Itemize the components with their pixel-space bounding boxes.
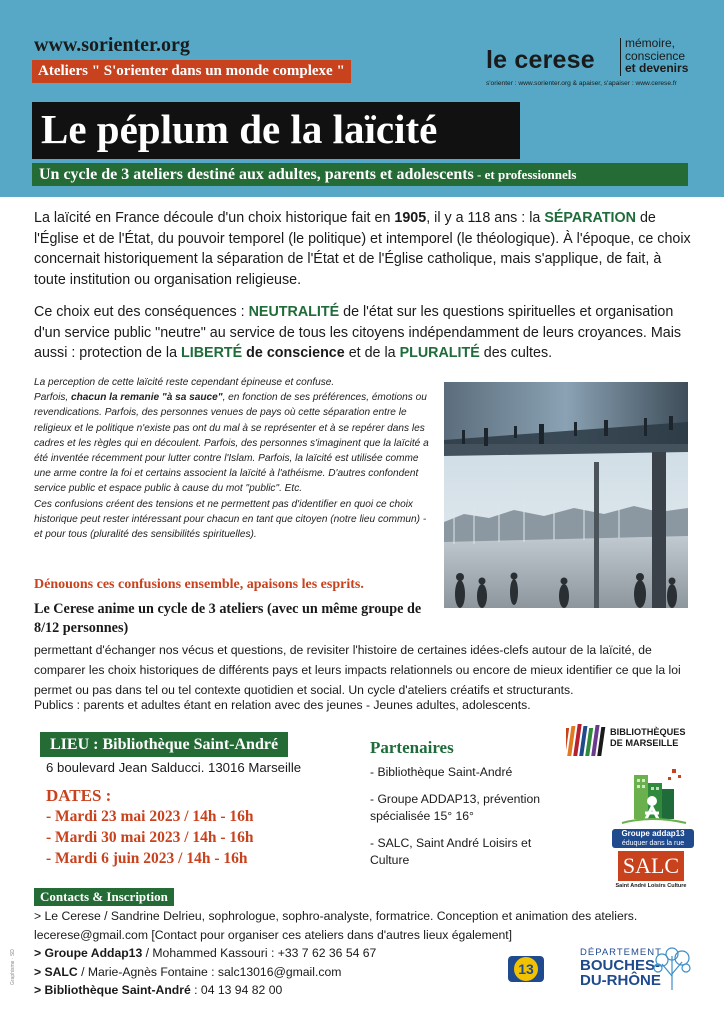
addap-tagline: éduquer dans la rue (621, 839, 685, 847)
motto-line-2: conscience (625, 48, 686, 63)
cerese-sub-links: s'orienter : www.sorienter.org & apaiser, s'apaiser : www.cerese.fr (486, 80, 677, 87)
books-icon (566, 722, 608, 758)
date-item: - Mardi 30 mai 2023 / 14h - 16h (46, 829, 254, 846)
photo-vieux-port-image (444, 382, 688, 608)
partner-item: - SALC, Saint André Loisirs et Culture (370, 836, 532, 867)
addap13-building-icon (612, 765, 694, 829)
partner-item: - Bibliothèque Saint-André (370, 765, 513, 779)
salc-logo-subtitle: Saint André Loisirs Culture (615, 883, 687, 889)
title-box (32, 102, 520, 159)
intro-p1-text-a: La laïcité en France découle d'un choix historique fait en (34, 210, 395, 226)
cycle-description: permettant d'échanger nos vécus et questions, de revisiter l'histoire de certaines idées-clefs autour de la laïcité, de comparer les choix historiques de différents pays et leurs impacts relationnels ou encore de mieux identifier ce que la loi permet ou pas dans tel ou tel contexte quotidien et social. Un cycle d'ateliers créatifs et structurants. (34, 643, 681, 697)
contact-bib-phone[interactable]: : 04 13 94 82 00 (190, 983, 283, 997)
bib-line-1: BIBLIOTHÈQUES (610, 727, 686, 737)
intro-p2-text-b: de l'état sur les questions spirituelles et organisation d'un service public "neutre" au service de tous les citoyens indépendamment de leurs croyances. Mais aussi : protection de la (34, 304, 682, 361)
intro-p1-text-c: de l'Église et de l'État, du pouvoir temporel (le politique) et intemporel (le théologique). À l'époque, ce choix concernait historiquement la séparation de l'État et de l'Église catholique, mais s'applique, de fait, à toute institution ou organisation religieuse. (34, 210, 691, 288)
intro-p2-text-d: des cultes. (479, 345, 553, 361)
confusion-line-3: Ces confusions créent des tensions et ne permettent pas d'identifier en quoi ce choix historique peut rester intéressant pour chacun en tant que citoyen (notre lieu commun) - et pour tous (pluralité des sensibilités spirituelles). (34, 498, 427, 541)
header-band (0, 0, 724, 197)
subtitle-box (32, 163, 688, 186)
photo-vieux-port (444, 382, 688, 608)
dept-line-1: DÉPARTEMENT (580, 947, 662, 958)
cerese-logo-divider (620, 38, 621, 76)
call-to-action-heading: Dénouons ces confusions ensemble, apaisons les esprits. (34, 577, 364, 592)
lieu-address: 6 boulevard Jean Salducci. 13016 Marseille (46, 760, 302, 775)
keyword-neutralite: NEUTRALITÉ (248, 304, 340, 320)
cycle-heading: Le Cerese anime un cycle de 3 ateliers (avec un même groupe de 8/12 personnes) (34, 601, 422, 636)
motto-line-3: et devenirs (625, 61, 689, 75)
confusion-line-2 (34, 390, 434, 496)
intro-section (34, 208, 694, 376)
departement-text (580, 947, 662, 988)
bouches-du-rhone-logo (508, 946, 692, 992)
ateliers-tag: Ateliers " S'orienter dans un monde complexe " (32, 60, 351, 83)
salc-logo-mark: SALC (618, 851, 684, 881)
subtitle-small: - et professionnels (473, 167, 577, 182)
dates-list (46, 806, 254, 869)
contacts-label: Contacts & Inscription (34, 888, 174, 906)
addap13-logo-text (612, 829, 694, 848)
site-url[interactable]: www.sorienter.org (34, 34, 190, 56)
cerese-logo-motto (625, 37, 688, 75)
keyword-separation: SÉPARATION (544, 210, 636, 226)
motto-line-1: mémoire, (625, 36, 676, 50)
dept-line-3: DU-RHÔNE (580, 972, 661, 989)
keyword-liberte: LIBERTÉ (181, 345, 243, 361)
confusion-l2-bold: chacun la remanie "à sa sauce" (71, 392, 223, 404)
dates-label: DATES : (46, 786, 112, 805)
intro-p2-text-a: Ce choix eut des conséquences : (34, 304, 249, 320)
salc-logo (612, 851, 690, 891)
confusion-l2-b: , en fonction de ses préférences, émotions ou revendications. Parfois, des personnes venues de pays où cette séparation entre le religieux et le politique n'existe pas ont du mal à se représenter et à se repérer dans les cadres et les règles qui en découlent. Parfois, des personnes s'imaginent que la laïcité a été inventée récemment pour lutter contre l'Islam. Parfois, la laïcité est utilisée comme une arme contre la foi et certains associent la laïcité à l'athéisme. D'autres confondent service public et espace public à cause du mot "public". Etc. (34, 392, 429, 495)
keyword-pluralite: PLURALITÉ (399, 345, 480, 361)
partners-section (370, 738, 566, 879)
publics-text: Publics : parents et adultes étant en relation avec des jeunes - Jeunes adultes, adolescents. (34, 698, 531, 712)
intro-p1-year: 1905 (394, 210, 427, 226)
departement-badge-number: 13 (518, 961, 534, 977)
contact-addap-name: > Groupe Addap13 (34, 946, 143, 960)
lieu-label: LIEU : Bibliothèque Saint-André (40, 732, 288, 757)
subtitle-main: Un cycle de 3 ateliers destiné aux adultes, parents et adolescents (39, 166, 474, 183)
confusion-l2-a: Parfois, (34, 392, 72, 404)
intro-p1-text-b: , il y a 118 ans : la (426, 210, 545, 226)
tree-icon (652, 946, 692, 992)
contact-cerese: > Le Cerese / Sandrine Delrieu, sophrologue, sophro-analyste, formatrice. Conception et animation des ateliers. (34, 909, 638, 923)
date-item: - Mardi 6 juin 2023 / 14h - 16h (46, 850, 248, 867)
bib-line-2: DE MARSEILLE (610, 738, 679, 748)
confusion-line-1: La perception de cette laïcité reste cependant épineuse et confuse. (34, 377, 335, 388)
intro-p2-text-c: et de la (344, 345, 400, 361)
contact-addap-details[interactable]: / Mohammed Kassouri : +33 7 62 36 54 67 (142, 946, 377, 960)
page-title: Le péplum de la laïcité (41, 106, 438, 152)
departement-badge-icon (508, 946, 578, 992)
confusion-block (34, 375, 434, 542)
partner-item: - Groupe ADDAP13, prévention spécialisée 15° 16° (370, 792, 541, 823)
contact-salc-name: > SALC (34, 964, 78, 979)
contact-email[interactable]: lecerese@gmail.com [Contact pour organiser ces ateliers dans d'autres lieux également] (34, 927, 513, 942)
contact-bib-name: > Bibliothèque Saint-André (34, 983, 191, 997)
contact-salc-details[interactable]: / Marie-Agnès Fontaine : salc13016@gmail.com (77, 964, 342, 979)
bibliotheques-logo-text (610, 727, 686, 749)
intro-paragraph-1 (34, 208, 694, 290)
intro-paragraph-2 (34, 302, 694, 364)
keyword-de-conscience: de conscience (242, 345, 345, 361)
addap-name: Groupe addap13 (621, 829, 685, 838)
credit-note: Graphisme · SD (10, 949, 16, 985)
bibliotheques-marseille-logo (566, 722, 692, 758)
cerese-logo-name: le cerese (486, 46, 595, 74)
addap13-logo (612, 765, 694, 849)
dept-line-2: BOUCHES- (580, 957, 661, 974)
date-item: - Mardi 23 mai 2023 / 14h - 16h (46, 808, 254, 825)
partners-title: Partenaires (370, 738, 454, 757)
